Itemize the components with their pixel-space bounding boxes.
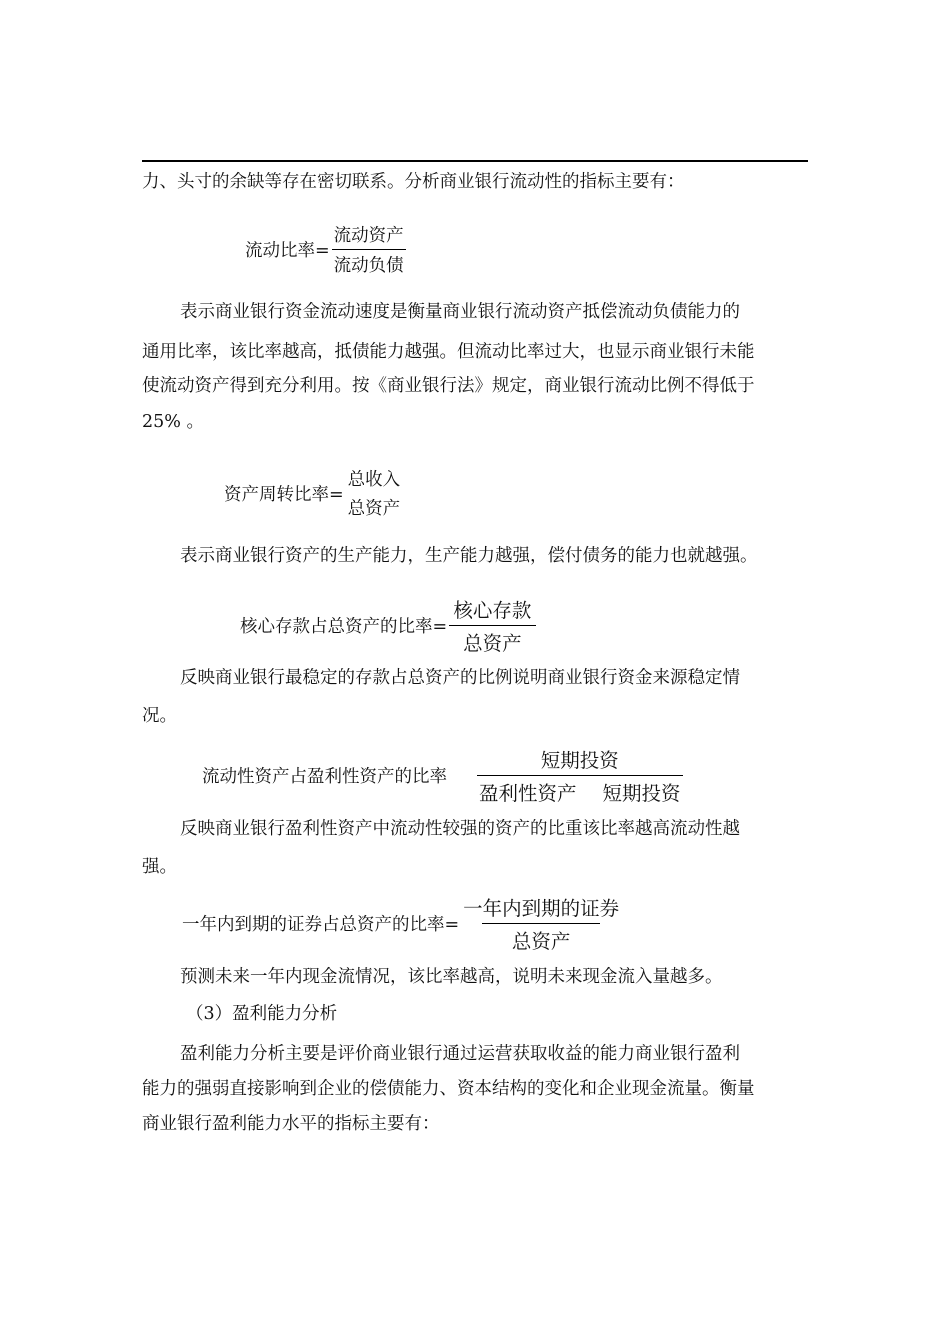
paragraph-line: 况。: [142, 706, 177, 726]
formula-asset-turnover: [224, 466, 402, 520]
denominator: 总资产: [449, 625, 536, 656]
numerator: 短期投资: [540, 749, 619, 772]
fraction: [346, 466, 403, 520]
paragraph-line: 使流动资产得到充分利用。按《商业银行法》规定，商业银行流动比例不得低于: [142, 376, 755, 396]
denominator-term: 盈利性资产: [479, 782, 577, 805]
paragraph-line: 强。: [142, 857, 177, 877]
paragraph-line: 通用比率，该比率越高，抵债能力越强。但流动比率过大，也显示商业银行未能: [142, 342, 755, 362]
formula-lhs: 流动比率=: [245, 241, 330, 261]
formula-liquid-asset-ratio: [202, 745, 683, 806]
numerator: 总收入: [347, 470, 401, 490]
paragraph-line: 能力的强弱直接影响到企业的偿债能力、资本结构的变化和企业现金流量。衡量: [142, 1079, 755, 1099]
paragraph-line: 预测未来一年内现金流情况，该比率越高，说明未来现金流入量越多。: [180, 967, 723, 987]
paragraph-line: 表示商业银行资金流动速度是衡量商业银行流动资产抵偿流动负债能力的: [180, 302, 740, 322]
denominator: 流动负债: [332, 249, 406, 277]
paragraph-line: 力、头寸的余缺等存在密切联系。分析商业银行流动性的指标主要有：: [142, 172, 685, 192]
denominator-term: 短期投资: [602, 782, 681, 805]
paragraph-line: 盈利能力分析主要是评价商业银行通过运营获取收益的能力商业银行盈利: [180, 1044, 740, 1064]
formula-maturing-securities-ratio: [182, 893, 621, 954]
fraction: [461, 893, 621, 954]
paragraph-line: 商业银行盈利能力水平的指标主要有：: [142, 1114, 440, 1134]
paragraph-line: 反映商业银行最稳定的存款占总资产的比例说明商业银行资金来源稳定情: [180, 668, 740, 688]
fraction: [477, 745, 683, 806]
denominator: [477, 775, 683, 806]
numerator: 流动资产: [333, 226, 404, 246]
denominator: 总资产: [482, 923, 601, 954]
numerator: 核心存款: [453, 599, 532, 622]
section-heading: （3）盈利能力分析: [186, 1004, 338, 1024]
formula-current-ratio: [245, 222, 406, 277]
paragraph-line: 表示商业银行资产的生产能力，生产能力越强，偿付债务的能力也就越强。: [180, 546, 758, 566]
formula-lhs: 资产周转比率=: [224, 484, 344, 505]
formula-lhs: 核心存款占总资产的比率=: [240, 617, 448, 637]
numerator: 一年内到期的证券: [463, 897, 620, 920]
formula-lhs: 一年内到期的证券占总资产的比率=: [182, 915, 460, 935]
fraction: [449, 595, 536, 656]
paragraph-line: 反映商业银行盈利性资产中流动性较强的资产的比重该比率越高流动性越: [180, 819, 740, 839]
header-rule: [142, 160, 808, 162]
formula-core-deposit-ratio: [240, 595, 536, 656]
fraction: [332, 222, 406, 277]
denominator: 总资产: [347, 499, 401, 519]
paragraph-line: 25% 。: [142, 412, 204, 432]
formula-lhs: 流动性资产占盈利性资产的比率: [202, 767, 447, 787]
